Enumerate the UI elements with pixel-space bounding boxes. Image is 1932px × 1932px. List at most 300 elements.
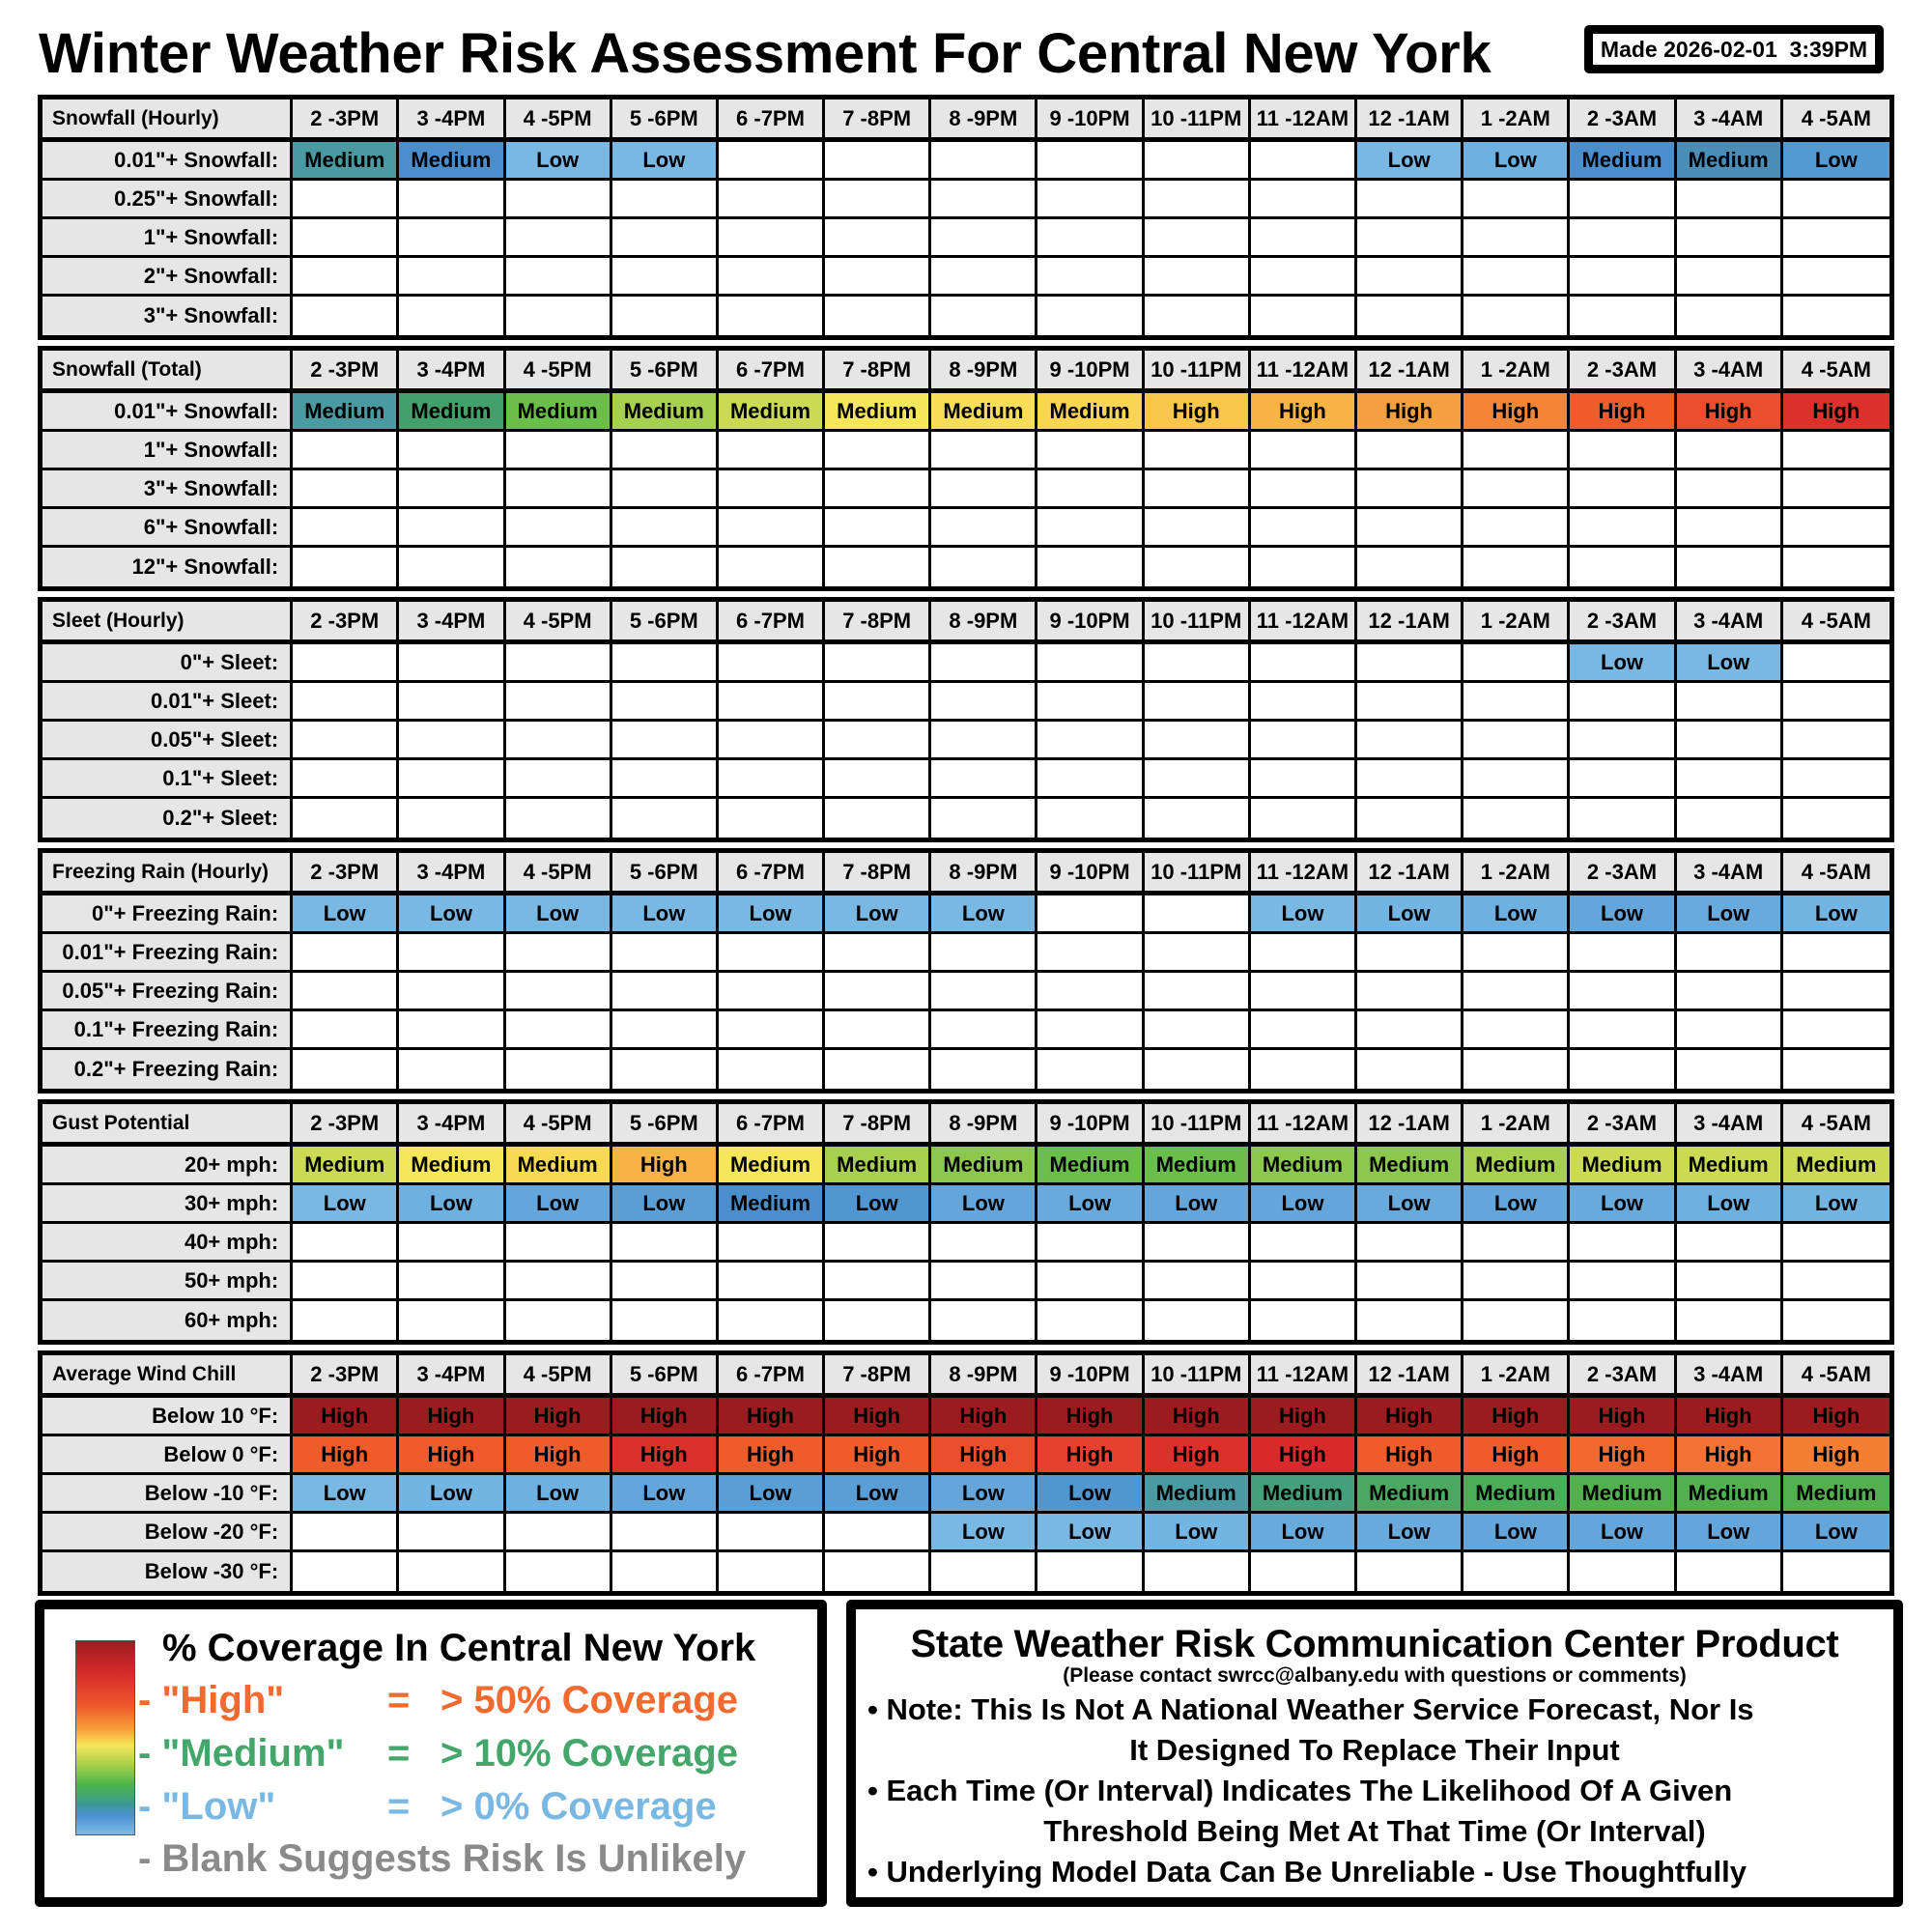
time-column-header: 3 -4AM [1677,99,1783,140]
risk-cell [825,1514,931,1552]
risk-cell: Medium [931,1147,1037,1185]
threshold-label: Below -30 °F: [43,1552,293,1591]
risk-cell [931,509,1037,548]
risk-cell [1037,895,1144,934]
risk-cell [1145,509,1251,548]
risk-cell [1677,432,1783,470]
risk-cell [1357,470,1463,509]
risk-cell [1570,1050,1676,1089]
risk-cell [1251,181,1357,219]
risk-cell [1037,722,1144,760]
risk-cell [1145,760,1251,799]
risk-cell [1677,297,1783,335]
legend-key: - "High" [138,1679,285,1721]
risk-cell [1037,142,1144,181]
risk-cell [1357,181,1463,219]
risk-cell [719,470,825,509]
risk-cell [399,258,505,297]
risk-cell: High [506,1398,612,1436]
table-row [43,509,1889,548]
time-column-header: 11 -12AM [1251,99,1357,140]
time-column-header: 2 -3PM [293,853,399,894]
risk-cell [1570,799,1676,838]
threshold-label: 0.25"+ Snowfall: [43,181,293,219]
risk-cell: Medium [399,393,505,432]
time-column-header: 10 -11PM [1145,351,1251,391]
risk-cell [719,934,825,973]
time-column-header: 1 -2AM [1463,351,1570,391]
risk-cell [1677,722,1783,760]
risk-cell [612,181,719,219]
info-note-line: • Underlying Model Data Can Be Unreliable - Use Thoughtfully [867,1855,1747,1889]
threshold-label: 2"+ Snowfall: [43,258,293,297]
risk-cell [825,470,931,509]
risk-cell: High [719,1436,825,1475]
risk-cell: Low [719,1475,825,1514]
risk-cell: High [1357,1436,1463,1475]
risk-cell [1145,470,1251,509]
risk-cell [719,760,825,799]
risk-cell [931,219,1037,258]
risk-cell [825,1224,931,1263]
risk-cell [1251,142,1357,181]
time-column-header: 10 -11PM [1145,99,1251,140]
risk-cell: Low [1037,1514,1144,1552]
risk-cell: Low [1570,644,1676,683]
risk-cell [825,219,931,258]
time-column-header: 12 -1AM [1357,351,1463,391]
product-info-box [846,1600,1903,1907]
risk-cell [1357,799,1463,838]
time-column-header: 12 -1AM [1357,1104,1463,1145]
risk-cell [1677,548,1783,586]
risk-cell [719,1514,825,1552]
risk-cell: Medium [1251,1475,1357,1514]
risk-cell: Medium [719,1185,825,1224]
legend-desc: > 0% Coverage [440,1785,717,1828]
risk-cell [1037,1552,1144,1591]
table-header-row [43,853,1889,895]
risk-cell [506,258,612,297]
risk-cell [825,1050,931,1089]
risk-cell [931,432,1037,470]
risk-cell [1145,895,1251,934]
risk-cell: High [506,1436,612,1475]
risk-cell [399,297,505,335]
time-column-header: 2 -3AM [1570,351,1676,391]
risk-cell [719,1011,825,1050]
risk-cell: High [293,1398,399,1436]
risk-cell: Low [825,895,931,934]
table-row [43,1011,1889,1050]
time-column-header: 4 -5AM [1783,1104,1889,1145]
risk-cell [825,297,931,335]
risk-cell [1037,683,1144,722]
risk-cell [1463,1050,1570,1089]
time-column-header: 8 -9PM [931,1355,1037,1396]
table-title: Snowfall (Hourly) [43,99,293,140]
risk-cell: High [1251,1398,1357,1436]
risk-cell [1463,470,1570,509]
risk-cell: Low [1677,1185,1783,1224]
risk-cell [719,219,825,258]
time-column-header: 4 -5AM [1783,853,1889,894]
risk-cell [399,432,505,470]
risk-cell [719,297,825,335]
time-column-header: 5 -6PM [612,1104,719,1145]
table-header-row [43,1104,1889,1147]
time-column-header: 10 -11PM [1145,1104,1251,1145]
time-column-header: 5 -6PM [612,99,719,140]
risk-cell [612,470,719,509]
risk-cell [1251,258,1357,297]
time-column-header: 2 -3AM [1570,1104,1676,1145]
risk-cell [506,722,612,760]
threshold-label: 1"+ Snowfall: [43,219,293,258]
risk-cell [1463,644,1570,683]
time-column-header: 11 -12AM [1251,602,1357,642]
risk-cell [825,142,931,181]
risk-cell [931,1301,1037,1340]
risk-cell: High [1251,1436,1357,1475]
risk-cell [506,934,612,973]
risk-cell [293,181,399,219]
risk-cell: Low [1570,1514,1676,1552]
time-column-header: 11 -12AM [1251,351,1357,391]
risk-cell [1251,644,1357,683]
risk-cell: High [1357,1398,1463,1436]
risk-cell [1357,509,1463,548]
risk-cell: Low [1677,1514,1783,1552]
risk-cell [825,722,931,760]
risk-cell [1570,722,1676,760]
time-column-header: 3 -4PM [399,351,505,391]
table-row [43,1147,1889,1185]
risk-cell [1251,973,1357,1011]
time-column-header: 2 -3AM [1570,853,1676,894]
risk-cell [1145,934,1251,973]
risk-cell [293,1011,399,1050]
risk-cell [719,142,825,181]
risk-cell [931,644,1037,683]
time-column-header: 3 -4AM [1677,1355,1783,1396]
risk-cell [1677,470,1783,509]
risk-cell [1037,934,1144,973]
table-header-row [43,1355,1889,1398]
risk-cell [399,1224,505,1263]
risk-cell [399,973,505,1011]
risk-cell [1463,509,1570,548]
time-column-header: 6 -7PM [719,853,825,894]
risk-cell: Medium [719,1147,825,1185]
risk-cell [1357,722,1463,760]
risk-cell: Low [1037,1185,1144,1224]
risk-cell [612,1301,719,1340]
risk-cell [1037,548,1144,586]
risk-cell: Medium [1677,1147,1783,1185]
risk-cell: High [1570,1436,1676,1475]
time-column-header: 10 -11PM [1145,1355,1251,1396]
table-row [43,393,1889,432]
risk-cell: Medium [1251,1147,1357,1185]
risk-cell [1570,683,1676,722]
risk-cell [1251,1050,1357,1089]
risk-cell [399,722,505,760]
risk-cell [612,297,719,335]
risk-cell [506,219,612,258]
table-row [43,1436,1889,1475]
risk-cell [506,973,612,1011]
risk-cell: High [1463,1436,1570,1475]
risk-cell: Low [1783,895,1889,934]
risk-cell [1145,181,1251,219]
risk-cell [612,973,719,1011]
risk-cell: Low [825,1185,931,1224]
risk-cell [1251,799,1357,838]
risk-cell [1783,1011,1889,1050]
risk-cell [1037,799,1144,838]
risk-cell [399,1514,505,1552]
table-title: Snowfall (Total) [43,351,293,391]
time-column-header: 8 -9PM [931,602,1037,642]
time-column-header: 4 -5PM [506,853,612,894]
risk-cell [506,432,612,470]
risk-cell: Low [1251,1514,1357,1552]
info-contact: (Please contact swrcc@albany.edu with questions or comments) [1063,1664,1687,1687]
risk-cell: High [931,1436,1037,1475]
color-scale-bar [75,1640,135,1835]
risk-cell [1037,973,1144,1011]
time-column-header: 7 -8PM [825,602,931,642]
risk-cell [1145,548,1251,586]
threshold-label: 30+ mph: [43,1185,293,1224]
threshold-label: Below -20 °F: [43,1514,293,1552]
risk-cell [1357,760,1463,799]
risk-cell [1145,644,1251,683]
threshold-label: 60+ mph: [43,1301,293,1340]
risk-cell [1357,258,1463,297]
risk-cell [825,799,931,838]
risk-cell [931,142,1037,181]
time-column-header: 2 -3PM [293,1355,399,1396]
risk-cell [931,973,1037,1011]
risk-cell [1463,1301,1570,1340]
risk-cell [1570,470,1676,509]
risk-cell: Medium [931,393,1037,432]
risk-cell: Low [1463,1514,1570,1552]
risk-cell [1570,934,1676,973]
risk-cell [399,1263,505,1301]
risk-cell: Medium [1677,1475,1783,1514]
risk-cell [1037,432,1144,470]
legend-eq: = [387,1732,411,1775]
risk-cell [719,548,825,586]
risk-cell [1783,799,1889,838]
risk-cell [1251,470,1357,509]
risk-cell: Low [931,895,1037,934]
time-column-header: 3 -4AM [1677,602,1783,642]
risk-cell: High [1145,1398,1251,1436]
risk-cell [612,258,719,297]
risk-cell [612,1011,719,1050]
risk-cell: Low [1145,1514,1251,1552]
threshold-label: 1"+ Snowfall: [43,432,293,470]
risk-cell [1677,973,1783,1011]
risk-table-freezing-rain-hourly [38,848,1894,1094]
table-row [43,683,1889,722]
risk-cell: Low [825,1475,931,1514]
risk-cell [1037,470,1144,509]
risk-cell [399,683,505,722]
time-column-header: 3 -4PM [399,602,505,642]
risk-cell [1357,1552,1463,1591]
time-column-header: 7 -8PM [825,99,931,140]
risk-cell [293,432,399,470]
risk-cell [1463,683,1570,722]
risk-cell: Low [506,1185,612,1224]
risk-cell [1463,799,1570,838]
risk-cell [1037,1301,1144,1340]
risk-cell [293,1552,399,1591]
table-row [43,934,1889,973]
risk-cell [1783,297,1889,335]
risk-cell [293,548,399,586]
time-column-header: 9 -10PM [1037,1104,1144,1145]
risk-cell [293,509,399,548]
risk-cell: Low [399,1475,505,1514]
table-row [43,297,1889,335]
risk-cell [825,432,931,470]
threshold-label: 0.1"+ Sleet: [43,760,293,799]
risk-cell: Low [506,142,612,181]
risk-cell [825,1263,931,1301]
risk-cell: High [612,1147,719,1185]
risk-cell [612,219,719,258]
risk-cell [506,760,612,799]
risk-cell [293,470,399,509]
risk-cell [1037,1263,1144,1301]
time-column-header: 3 -4PM [399,853,505,894]
risk-cell: Medium [293,393,399,432]
risk-cell [1463,1011,1570,1050]
risk-cell [1145,219,1251,258]
table-row [43,1475,1889,1514]
time-column-header: 11 -12AM [1251,853,1357,894]
time-column-header: 9 -10PM [1037,1355,1144,1396]
risk-cell [1037,219,1144,258]
risk-cell [825,760,931,799]
risk-cell [719,644,825,683]
risk-cell [1145,1301,1251,1340]
risk-cell [1357,432,1463,470]
risk-cell [1037,258,1144,297]
risk-cell [1251,219,1357,258]
risk-cell [612,722,719,760]
risk-cell: Low [1463,142,1570,181]
risk-cell [1251,1552,1357,1591]
risk-cell [719,1224,825,1263]
risk-cell [931,548,1037,586]
risk-cell: Medium [1570,1147,1676,1185]
legend-eq: = [387,1785,411,1828]
risk-cell: Low [506,1475,612,1514]
risk-cell [506,1552,612,1591]
risk-cell [1251,1301,1357,1340]
risk-cell [1145,973,1251,1011]
time-column-header: 11 -12AM [1251,1355,1357,1396]
risk-cell [293,1263,399,1301]
risk-cell [399,1552,505,1591]
threshold-label: 0"+ Freezing Rain: [43,895,293,934]
risk-cell [1570,1011,1676,1050]
risk-cell [399,760,505,799]
risk-cell [719,258,825,297]
legend-item-low [138,1785,717,1829]
table-header-row [43,351,1889,393]
risk-cell [612,1514,719,1552]
table-row [43,799,1889,838]
time-column-header: 4 -5AM [1783,602,1889,642]
risk-cell: High [825,1436,931,1475]
time-column-header: 12 -1AM [1357,99,1463,140]
risk-cell [1251,432,1357,470]
time-column-header: 1 -2AM [1463,1355,1570,1396]
risk-cell [1037,760,1144,799]
time-column-header: 8 -9PM [931,99,1037,140]
risk-cell [931,258,1037,297]
risk-cell [1783,934,1889,973]
risk-cell [506,1011,612,1050]
risk-cell: High [931,1398,1037,1436]
risk-cell [506,799,612,838]
risk-cell: Low [1145,1185,1251,1224]
threshold-label: Below -10 °F: [43,1475,293,1514]
risk-cell [293,973,399,1011]
risk-cell: High [612,1398,719,1436]
threshold-label: 6"+ Snowfall: [43,509,293,548]
time-column-header: 4 -5AM [1783,99,1889,140]
time-column-header: 3 -4AM [1677,351,1783,391]
risk-cell [931,1050,1037,1089]
risk-cell [1463,1224,1570,1263]
risk-cell: Medium [399,1147,505,1185]
risk-cell: High [1570,393,1676,432]
risk-cell [1783,509,1889,548]
risk-cell [825,934,931,973]
risk-cell [825,683,931,722]
risk-cell [1357,1011,1463,1050]
risk-cell [719,181,825,219]
time-column-header: 7 -8PM [825,351,931,391]
risk-cell [1463,760,1570,799]
risk-cell [1677,760,1783,799]
risk-cell: Medium [1357,1147,1463,1185]
risk-cell [1677,509,1783,548]
risk-cell [931,683,1037,722]
risk-cell [293,760,399,799]
risk-cell [1037,644,1144,683]
risk-cell [612,509,719,548]
risk-cell [1570,548,1676,586]
risk-cell: Medium [1677,142,1783,181]
time-column-header: 5 -6PM [612,602,719,642]
risk-cell [1251,297,1357,335]
risk-cell [1570,760,1676,799]
risk-cell: High [1037,1436,1144,1475]
risk-cell: Medium [506,393,612,432]
risk-cell [506,548,612,586]
risk-cell [1783,470,1889,509]
